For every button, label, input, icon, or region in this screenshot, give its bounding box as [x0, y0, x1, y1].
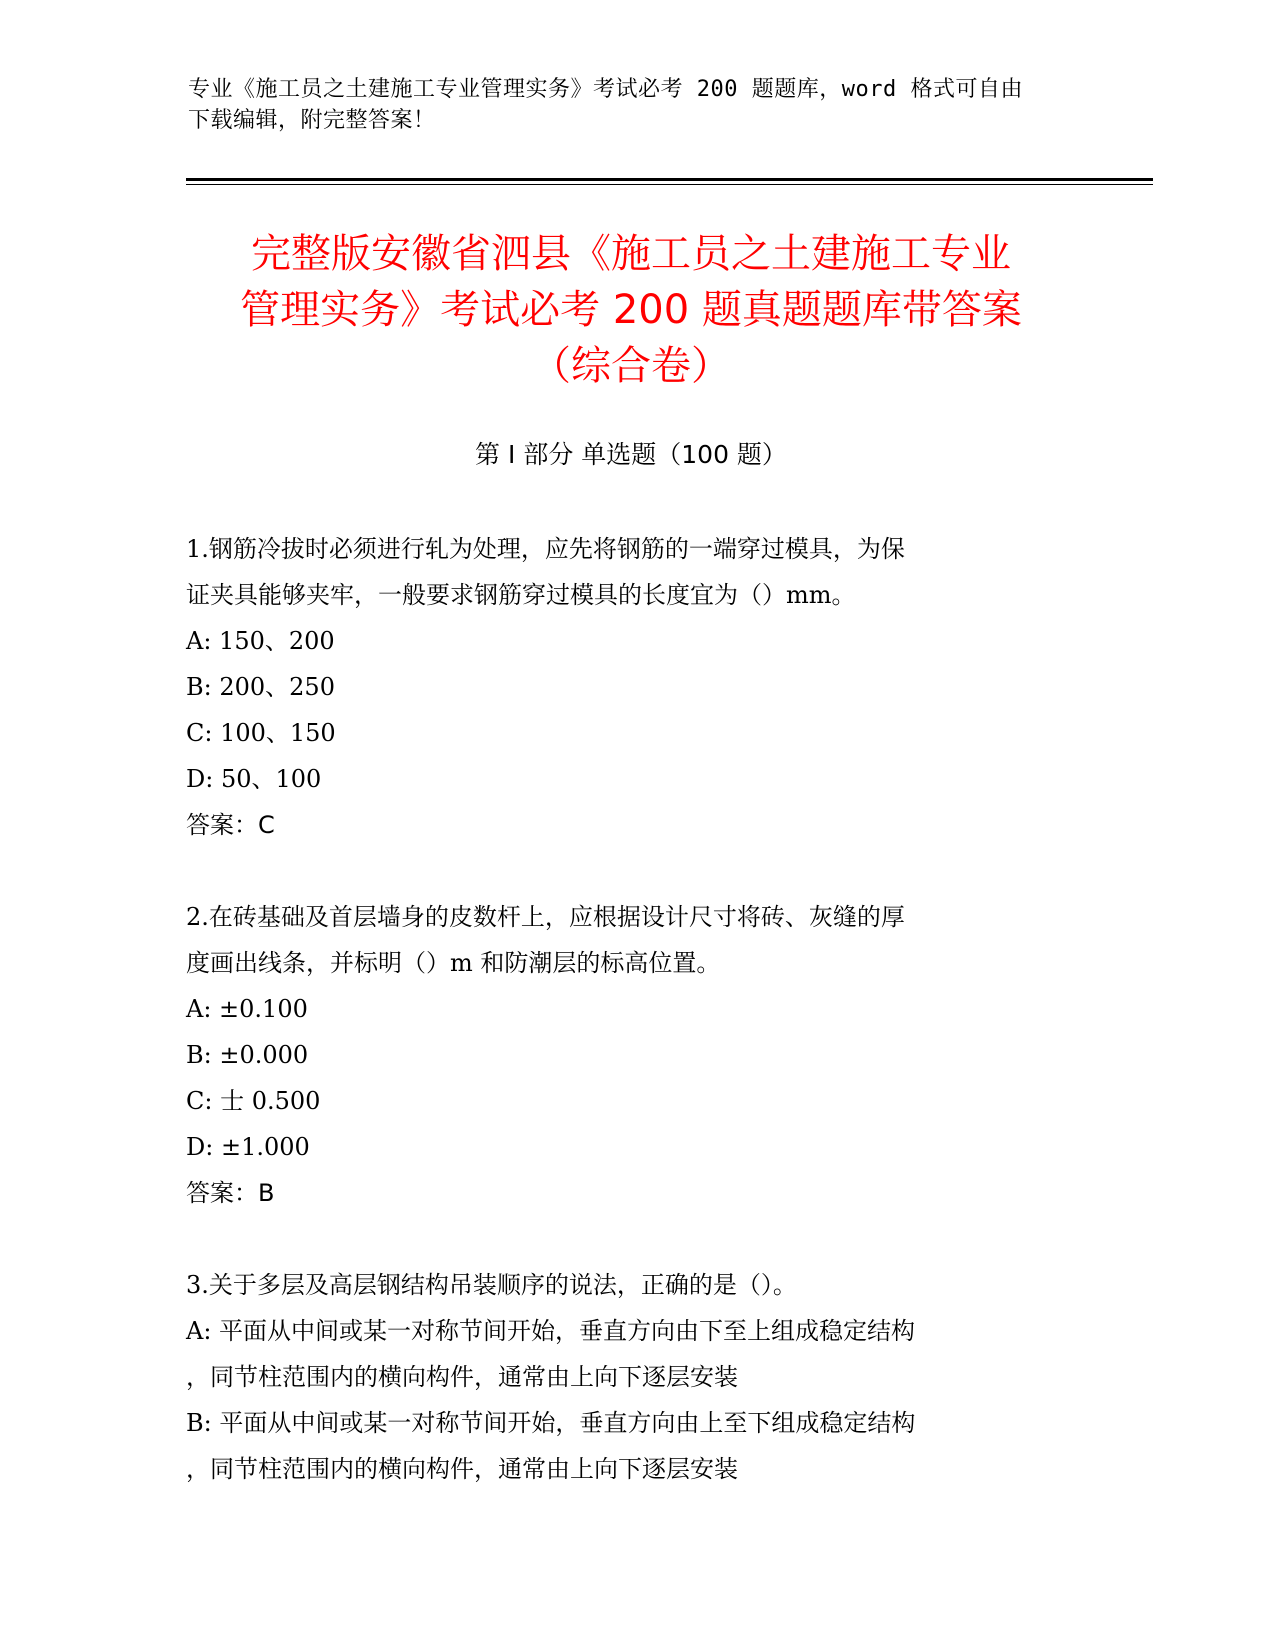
- option-a-continued: ，同节柱范围内的横向构件，通常由上向下逐层安装: [186, 1363, 738, 1391]
- option-c: C: 100、150: [186, 719, 336, 747]
- option-b: B: 平面从中间或某一对称节间开始，垂直方向由上至下组成稳定结构: [186, 1409, 916, 1437]
- option-b: B: 200、250: [186, 673, 335, 701]
- document-title-line: 管理实务》考试必考 200 题真题题库带答案: [240, 287, 1022, 333]
- option-a: A: ±0.100: [186, 995, 308, 1023]
- option-d: D: 50、100: [186, 765, 322, 793]
- option-b-continued: ，同节柱范围内的横向构件，通常由上向下逐层安装: [186, 1455, 738, 1483]
- header-note: [188, 74, 1088, 136]
- header-note-line: 下载编辑，附完整答案！: [188, 108, 436, 133]
- header-divider-thin: [186, 184, 1153, 185]
- option-a: A: 平面从中间或某一对称节间开始，垂直方向由下至上组成稳定结构: [186, 1317, 916, 1345]
- option-c: C: 士 0.500: [186, 1087, 321, 1115]
- answer: 答案：C: [186, 811, 275, 839]
- header-divider-thick: [186, 178, 1153, 181]
- option-a: A: 150、200: [186, 627, 335, 655]
- question-text-line: 证夹具能够夹牢，一般要求钢筋穿过模具的长度宜为（）mm。: [186, 581, 856, 609]
- question-3: [186, 1262, 1086, 1492]
- option-d: D: ±1.000: [186, 1133, 310, 1161]
- question-text-line: 度画出线条，并标明（）m 和防潮层的标高位置。: [186, 949, 721, 977]
- question-text-line: 3.关于多层及高层钢结构吊装顺序的说法，正确的是（）。: [186, 1271, 797, 1299]
- question-text-line: 1.钢筋冷拔时必须进行轧为处理，应先将钢筋的一端穿过模具，为保: [186, 535, 905, 563]
- question-1: [186, 526, 1086, 848]
- question-text-line: 2.在砖基础及首层墙身的皮数杆上，应根据设计尺寸将砖、灰缝的厚: [186, 903, 905, 931]
- document-title-line: 完整版安徽省泗县《施工员之土建施工专业: [251, 231, 1011, 277]
- answer: 答案：B: [186, 1179, 275, 1207]
- option-b: B: ±0.000: [186, 1041, 309, 1069]
- document-title-line: （综合卷）: [531, 343, 731, 389]
- question-2: [186, 894, 1086, 1216]
- section-heading: 第 I 部分 单选题（100 题）: [475, 440, 787, 469]
- document-title: [186, 226, 1076, 394]
- header-note-line: 专业《施工员之土建施工专业管理实务》考试必考 200 题题库，word 格式可自由: [188, 77, 1023, 102]
